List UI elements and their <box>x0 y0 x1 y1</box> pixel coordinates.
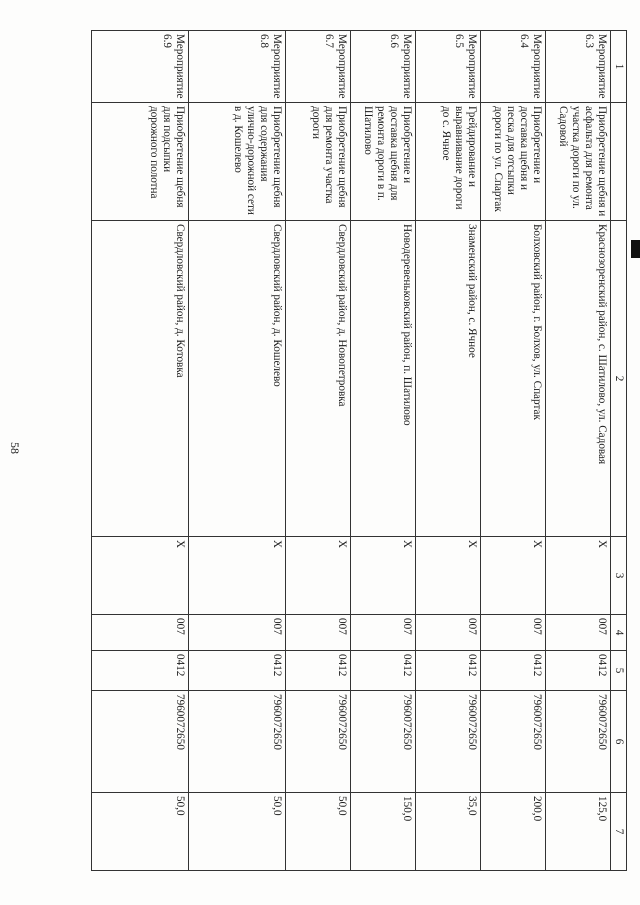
location-cell: Свердловский район, д. Кошелево <box>188 221 285 537</box>
table-header-row <box>610 31 626 871</box>
amount-cell: 50,0 <box>91 793 188 871</box>
location-cell: Свердловский район, д. Новопетровка <box>285 221 350 537</box>
description-cell: Приобретение щебня для подсыпки дорожного полотна <box>91 103 188 221</box>
measures-table <box>91 30 627 871</box>
measure-cell: Мероприятие 6.8 <box>188 31 285 103</box>
table-row <box>91 31 188 871</box>
description-cell: Грейдирование и выравнивание дороги до с. Ячное <box>415 103 480 221</box>
header-cell-6: 6 <box>610 691 626 793</box>
col5-cell: 0412 <box>285 651 350 691</box>
col4-cell: 007 <box>188 615 285 651</box>
description-cell: Приобретение щебня для ремонта участка дороги <box>285 103 350 221</box>
col4-cell: 007 <box>91 615 188 651</box>
location-cell: Новодеревеньковский район, п. Шатилово <box>350 221 415 537</box>
col4-cell: 007 <box>350 615 415 651</box>
measure-cell: Мероприятие 6.6 <box>350 31 415 103</box>
col6-cell: 7960072650 <box>350 691 415 793</box>
col4-cell: 007 <box>285 615 350 651</box>
col3-cell: Х <box>545 537 610 615</box>
rotated-table-container <box>91 30 627 870</box>
col3-cell: Х <box>285 537 350 615</box>
col3-cell: Х <box>480 537 545 615</box>
amount-cell: 150,0 <box>350 793 415 871</box>
col5-cell: 0412 <box>480 651 545 691</box>
location-cell: Знаменский район, с. Ячное <box>415 221 480 537</box>
header-cell-2: 2 <box>610 221 626 537</box>
amount-cell: 125,0 <box>545 793 610 871</box>
col4-cell: 007 <box>545 615 610 651</box>
col5-cell: 0412 <box>545 651 610 691</box>
measure-cell: Мероприятие 6.4 <box>480 31 545 103</box>
measure-cell: Мероприятие 6.7 <box>285 31 350 103</box>
header-cell-1: 1 <box>610 31 626 103</box>
col6-cell: 7960072650 <box>285 691 350 793</box>
col3-cell: Х <box>91 537 188 615</box>
header-cell-3: 3 <box>610 537 626 615</box>
table-row <box>415 31 480 871</box>
header-cell-4: 4 <box>610 615 626 651</box>
location-cell: Свердловский район, д. Котовка <box>91 221 188 537</box>
col6-cell: 7960072650 <box>545 691 610 793</box>
col6-cell: 7960072650 <box>415 691 480 793</box>
col6-cell: 7960072650 <box>480 691 545 793</box>
table-row <box>545 31 610 871</box>
amount-cell: 35,0 <box>415 793 480 871</box>
table-row <box>188 31 285 871</box>
description-cell: Приобретение и доставка щебня для ремонта дороги в п. Шатилово <box>350 103 415 221</box>
page-edge-mark <box>631 240 640 258</box>
col3-cell: Х <box>350 537 415 615</box>
col6-cell: 7960072650 <box>188 691 285 793</box>
page-number: 58 <box>8 442 22 454</box>
description-cell: Приобретение щебня для содержания улично-дорожной сети в д. Кошелево <box>188 103 285 221</box>
measure-cell: Мероприятие 6.3 <box>545 31 610 103</box>
col3-cell: Х <box>188 537 285 615</box>
table-row <box>285 31 350 871</box>
header-cell-7: 7 <box>610 793 626 871</box>
col4-cell: 007 <box>415 615 480 651</box>
table-row <box>480 31 545 871</box>
col5-cell: 0412 <box>415 651 480 691</box>
table-row <box>350 31 415 871</box>
col5-cell: 0412 <box>188 651 285 691</box>
header-cell-blank <box>610 103 626 221</box>
description-cell: Приобретение щебня и асфальта для ремонта участка дороги по ул. Садовой <box>545 103 610 221</box>
measure-cell: Мероприятие 6.5 <box>415 31 480 103</box>
location-cell: Болховский район, г. Болхов, ул. Спартак <box>480 221 545 537</box>
col3-cell: Х <box>415 537 480 615</box>
description-cell: Приобретение и доставка щебня и песка для отсыпки дороги по ул. Спартак <box>480 103 545 221</box>
amount-cell: 50,0 <box>188 793 285 871</box>
amount-cell: 50,0 <box>285 793 350 871</box>
amount-cell: 200,0 <box>480 793 545 871</box>
header-cell-5: 5 <box>610 651 626 691</box>
col5-cell: 0412 <box>91 651 188 691</box>
col4-cell: 007 <box>480 615 545 651</box>
col6-cell: 7960072650 <box>91 691 188 793</box>
col5-cell: 0412 <box>350 651 415 691</box>
location-cell: Краснозоренский район, с. Шатилово, ул. Садовая <box>545 221 610 537</box>
measure-cell: Мероприятие 6.9 <box>91 31 188 103</box>
